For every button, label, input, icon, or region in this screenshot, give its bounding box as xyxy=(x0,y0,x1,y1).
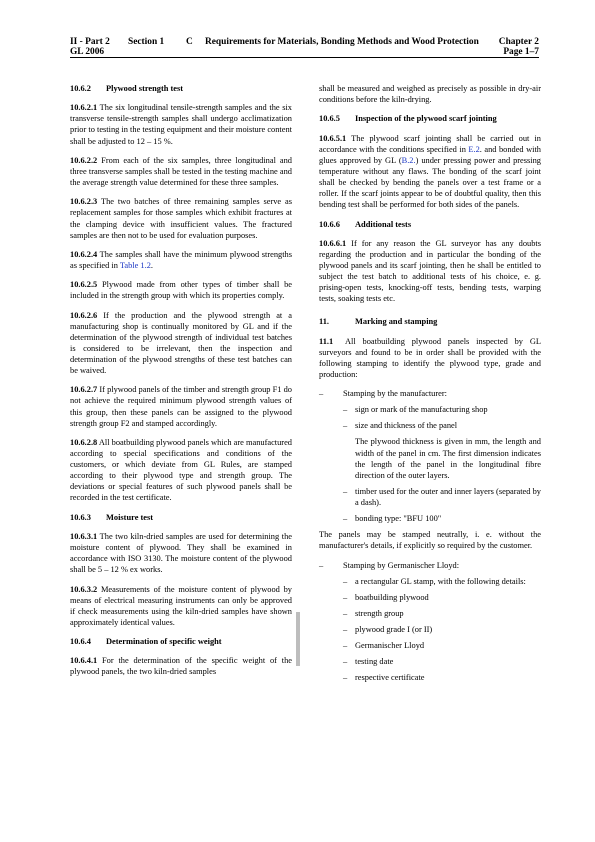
paragraph-number: 11.1 xyxy=(319,336,334,346)
paragraph-text: If plywood panels of the timber and strength group F1 do not achieve the required minimum plywood strength values of this group, then these panels can be assigned to the plywood strength group F2 and stamped accordingly. xyxy=(70,385,292,428)
header-edition: GL 2006 xyxy=(70,47,105,57)
list-item xyxy=(343,420,541,431)
section-heading-10-6-2 xyxy=(70,83,292,94)
list-item xyxy=(343,404,541,415)
header-rule xyxy=(70,57,539,58)
dash-bullet: – xyxy=(343,514,348,524)
section-heading-11 xyxy=(319,316,541,327)
table-1-2-link[interactable]: Table 1.2 xyxy=(119,260,151,270)
list-item xyxy=(343,640,541,651)
paragraph-number: 10.6.2.2 xyxy=(70,155,98,165)
paragraph-number: 10.6.6.1 xyxy=(319,238,347,248)
heading-number: 10.6.6 xyxy=(319,219,340,229)
paragraph-number: 10.6.2.1 xyxy=(70,103,98,113)
heading-title: Plywood strength test xyxy=(106,84,184,93)
paragraph-10-6-2-8 xyxy=(70,437,292,504)
heading-number: 10.6.2 xyxy=(70,84,91,93)
heading-title: Marking and stamping xyxy=(355,317,438,327)
paragraph-number: 10.6.2.5 xyxy=(70,280,98,290)
paragraph-number: 10.6.3.2 xyxy=(70,584,98,594)
list-item-text: strength group xyxy=(355,608,404,618)
header-title: Requirements for Materials, Bonding Methods and Wood Protection xyxy=(205,37,479,47)
list-item xyxy=(343,486,541,508)
paragraph-continued: shall be measured and weighed as precisely as possible in dry-air conditions before the kiln-drying. xyxy=(319,84,541,105)
list-item-text: Stamping by Germanischer Lloyd: xyxy=(343,560,460,570)
paragraph-text: ) under pressing power and pressing temperature without any flaws. The bonding of the scarf joint shall be checked by bending the panels over a test frame or a roller. If the scarf joints appear to be of doubtful quality, then this bending test shall be performed for both sides of the panels. xyxy=(319,155,541,210)
heading-title: Additional tests xyxy=(355,219,412,229)
dash-bullet: – xyxy=(343,657,348,667)
list-item-text: bonding type: "BFU 100" xyxy=(355,514,442,524)
dash-bullet: – xyxy=(319,389,324,399)
section-heading-10-6-5 xyxy=(319,113,541,124)
dash-bullet: – xyxy=(343,608,348,618)
paragraph-number: 10.6.2.4 xyxy=(70,249,98,259)
list-item xyxy=(343,624,541,635)
paragraph-number: 10.6.4.1 xyxy=(70,656,98,666)
paragraph-10-6-2-4 xyxy=(70,249,292,271)
paragraph-10-6-3-2 xyxy=(70,584,292,628)
paragraph-text: . xyxy=(150,260,153,270)
section-heading-10-6-6 xyxy=(319,219,541,230)
list-item-text: Stamping by the manufacturer: xyxy=(343,389,447,399)
paragraph-11-1 xyxy=(319,336,541,380)
header-page: Page 1–7 xyxy=(503,47,539,57)
header-letter: C xyxy=(186,37,193,47)
paragraph-neutral-stamping: The panels may be stamped neutrally, i. e. without the manufacturer's details, if explicitly so required by the customer. xyxy=(319,530,541,551)
paragraph-text: The plywood scarf jointing shall be carried out in accordance with the conditions specified in xyxy=(319,133,541,154)
heading-number: 11. xyxy=(319,317,330,327)
b-2-link[interactable]: B.2. xyxy=(401,155,416,165)
list-item-text: sign or mark of the manufacturing shop xyxy=(355,405,488,415)
paragraph-text: Measurements of the moisture content of plywood by means of electrical measuring instruments can only be approved if check measurements using the kiln-dried samples have shown approximately identical values. xyxy=(70,584,292,627)
list-item xyxy=(343,656,541,667)
header-part: II - Part 2 xyxy=(70,37,110,47)
paragraph-number: 10.6.5.1 xyxy=(319,133,347,143)
change-bar xyxy=(296,612,300,666)
header-section: Section 1 xyxy=(128,37,165,47)
manufacturer-stamping-label xyxy=(319,388,541,399)
e-2-link[interactable]: E.2 xyxy=(468,144,480,154)
paragraph-number: 10.6.2.7 xyxy=(70,385,98,395)
heading-number: 10.6.5 xyxy=(319,114,340,124)
paragraph-text: From each of the six samples, three longitudinal and three transverse samples shall be tested in the testing machine and the average strength value determined for these three samples. xyxy=(70,155,292,188)
list-item xyxy=(343,592,541,603)
list-item-text: size and thickness of the panel xyxy=(355,421,458,431)
paragraph-10-6-2-2 xyxy=(70,155,292,188)
paragraph-text: The six longitudinal tensile-strength samples and the six transverse tensile-strength samples shall undergo acclimatization prior to testing in the testing equipment and their moisture content shall be adjusted to 12 – 15 %. xyxy=(70,103,292,146)
heading-number: 10.6.4 xyxy=(70,637,91,647)
paragraph-10-6-4-1 xyxy=(70,655,292,677)
heading-title: Inspection of the plywood scarf jointing xyxy=(355,114,497,124)
dash-bullet: – xyxy=(343,592,348,602)
list-item xyxy=(343,576,541,587)
section-heading-10-6-4 xyxy=(70,636,292,647)
paragraph-10-6-2-3 xyxy=(70,196,292,240)
dash-bullet: – xyxy=(343,405,348,415)
paragraph-text: The two kiln-dried samples are used for determining the moisture content of plywood. They shall be examined in accordance with ISO 3130. The moisture content of the plywood shall be 5 – 12 % ex works. xyxy=(70,531,292,575)
dash-bullet: – xyxy=(319,560,324,570)
heading-title: Moisture test xyxy=(106,512,154,522)
paragraph-text: The samples shall have the minimum plywood strengths as specified in xyxy=(70,249,292,270)
dash-bullet: – xyxy=(343,576,348,586)
right-column xyxy=(319,83,541,688)
thickness-note: The plywood thickness is given in mm, the length and width of the panel in cm. The first dimension indicates the length of the panel in the longitudinal fibre direction of the outer layers. xyxy=(355,437,541,480)
list-item-text: respective certificate xyxy=(355,673,425,683)
paragraph-number: 10.6.2.8 xyxy=(70,437,98,447)
paragraph-10-6-2-5 xyxy=(70,279,292,301)
dash-bullet: – xyxy=(343,640,348,650)
list-item-text: Germanischer Lloyd xyxy=(355,640,425,650)
paragraph-10-6-3-1 xyxy=(70,531,292,575)
list-item-text: plywood grade I (or II) xyxy=(355,624,433,634)
heading-title: Determination of specific weight xyxy=(106,637,222,647)
paragraph-10-6-5-1 xyxy=(319,133,541,211)
dash-bullet: – xyxy=(343,421,348,431)
paragraph-number: 10.6.2.6 xyxy=(70,310,98,320)
dash-bullet: – xyxy=(343,486,348,496)
header-chapter: Chapter 2 xyxy=(498,37,539,47)
paragraph-text: For the determination of the specific weight of the plywood panels, the two kiln-dried samples xyxy=(70,656,292,677)
dash-bullet: – xyxy=(343,624,348,634)
section-heading-10-6-3 xyxy=(70,512,292,523)
paragraph-text: . and bonded with glues approved by GL ( xyxy=(319,144,541,165)
paragraph-text: All boatbuilding plywood panels which are manufactured according to special specifications and conditions of the customers, or which deviate from GL Rules, are stamped according to their plywood type and strength group. The deviations or special features of such plywood panels shall be recorded in the test certificate. xyxy=(70,437,292,503)
gl-stamping-label xyxy=(319,560,541,571)
list-item xyxy=(343,672,541,683)
list-item xyxy=(343,608,541,619)
list-item xyxy=(343,513,541,524)
paragraph-number: 10.6.2.3 xyxy=(70,197,98,207)
paragraph-number: 10.6.3.1 xyxy=(70,531,98,541)
left-column xyxy=(70,83,292,686)
paragraph-10-6-2-1 xyxy=(70,102,292,146)
paragraph-text: If for any reason the GL surveyor has any doubts regarding the production and in particular the bonding of the plywood panels and its scarf jointing, then he shall be entitled to subject the test batch to additional tests of his choice, e. g. prising-open tests, knocking-off tests, bending tests, warping tests, soaking tests etc. xyxy=(319,238,541,304)
paragraph-text: All boatbuilding plywood panels inspected by GL surveyors and found to be in order shall be provided with the following stamping to identify the plywood type, grade and production: xyxy=(319,336,541,379)
dash-bullet: – xyxy=(343,673,348,683)
paragraph-10-6-2-6 xyxy=(70,310,292,377)
paragraph-text: If the production and the plywood strength at a manufacturing shop is continually monitored by GL and if the determination of the plywood strength of individual test batches is considered to be irrelevant, then the inspection and determination of the plywood strengths of these test batches can be waived. xyxy=(70,310,292,376)
paragraph-text: Plywood made from other types of timber shall be included in the strength group with which its properties comply. xyxy=(70,280,292,301)
paragraph-10-6-2-7 xyxy=(70,384,292,428)
list-item-text: a rectangular GL stamp, with the following details: xyxy=(355,576,526,586)
list-item-text: timber used for the outer and inner layers (separated by a dash). xyxy=(355,486,541,507)
paragraph-10-6-6-1 xyxy=(319,238,541,305)
list-item-text: boatbuilding plywood xyxy=(355,592,429,602)
heading-number: 10.6.3 xyxy=(70,512,91,522)
list-item-text: testing date xyxy=(355,657,394,667)
paragraph-text: The two batches of three remaining samples serve as replacement samples for those samples which exhibit fractures at the clamping device with insufficient values. The fractured samples are then not to be used for evaluation purposes. xyxy=(70,197,292,240)
